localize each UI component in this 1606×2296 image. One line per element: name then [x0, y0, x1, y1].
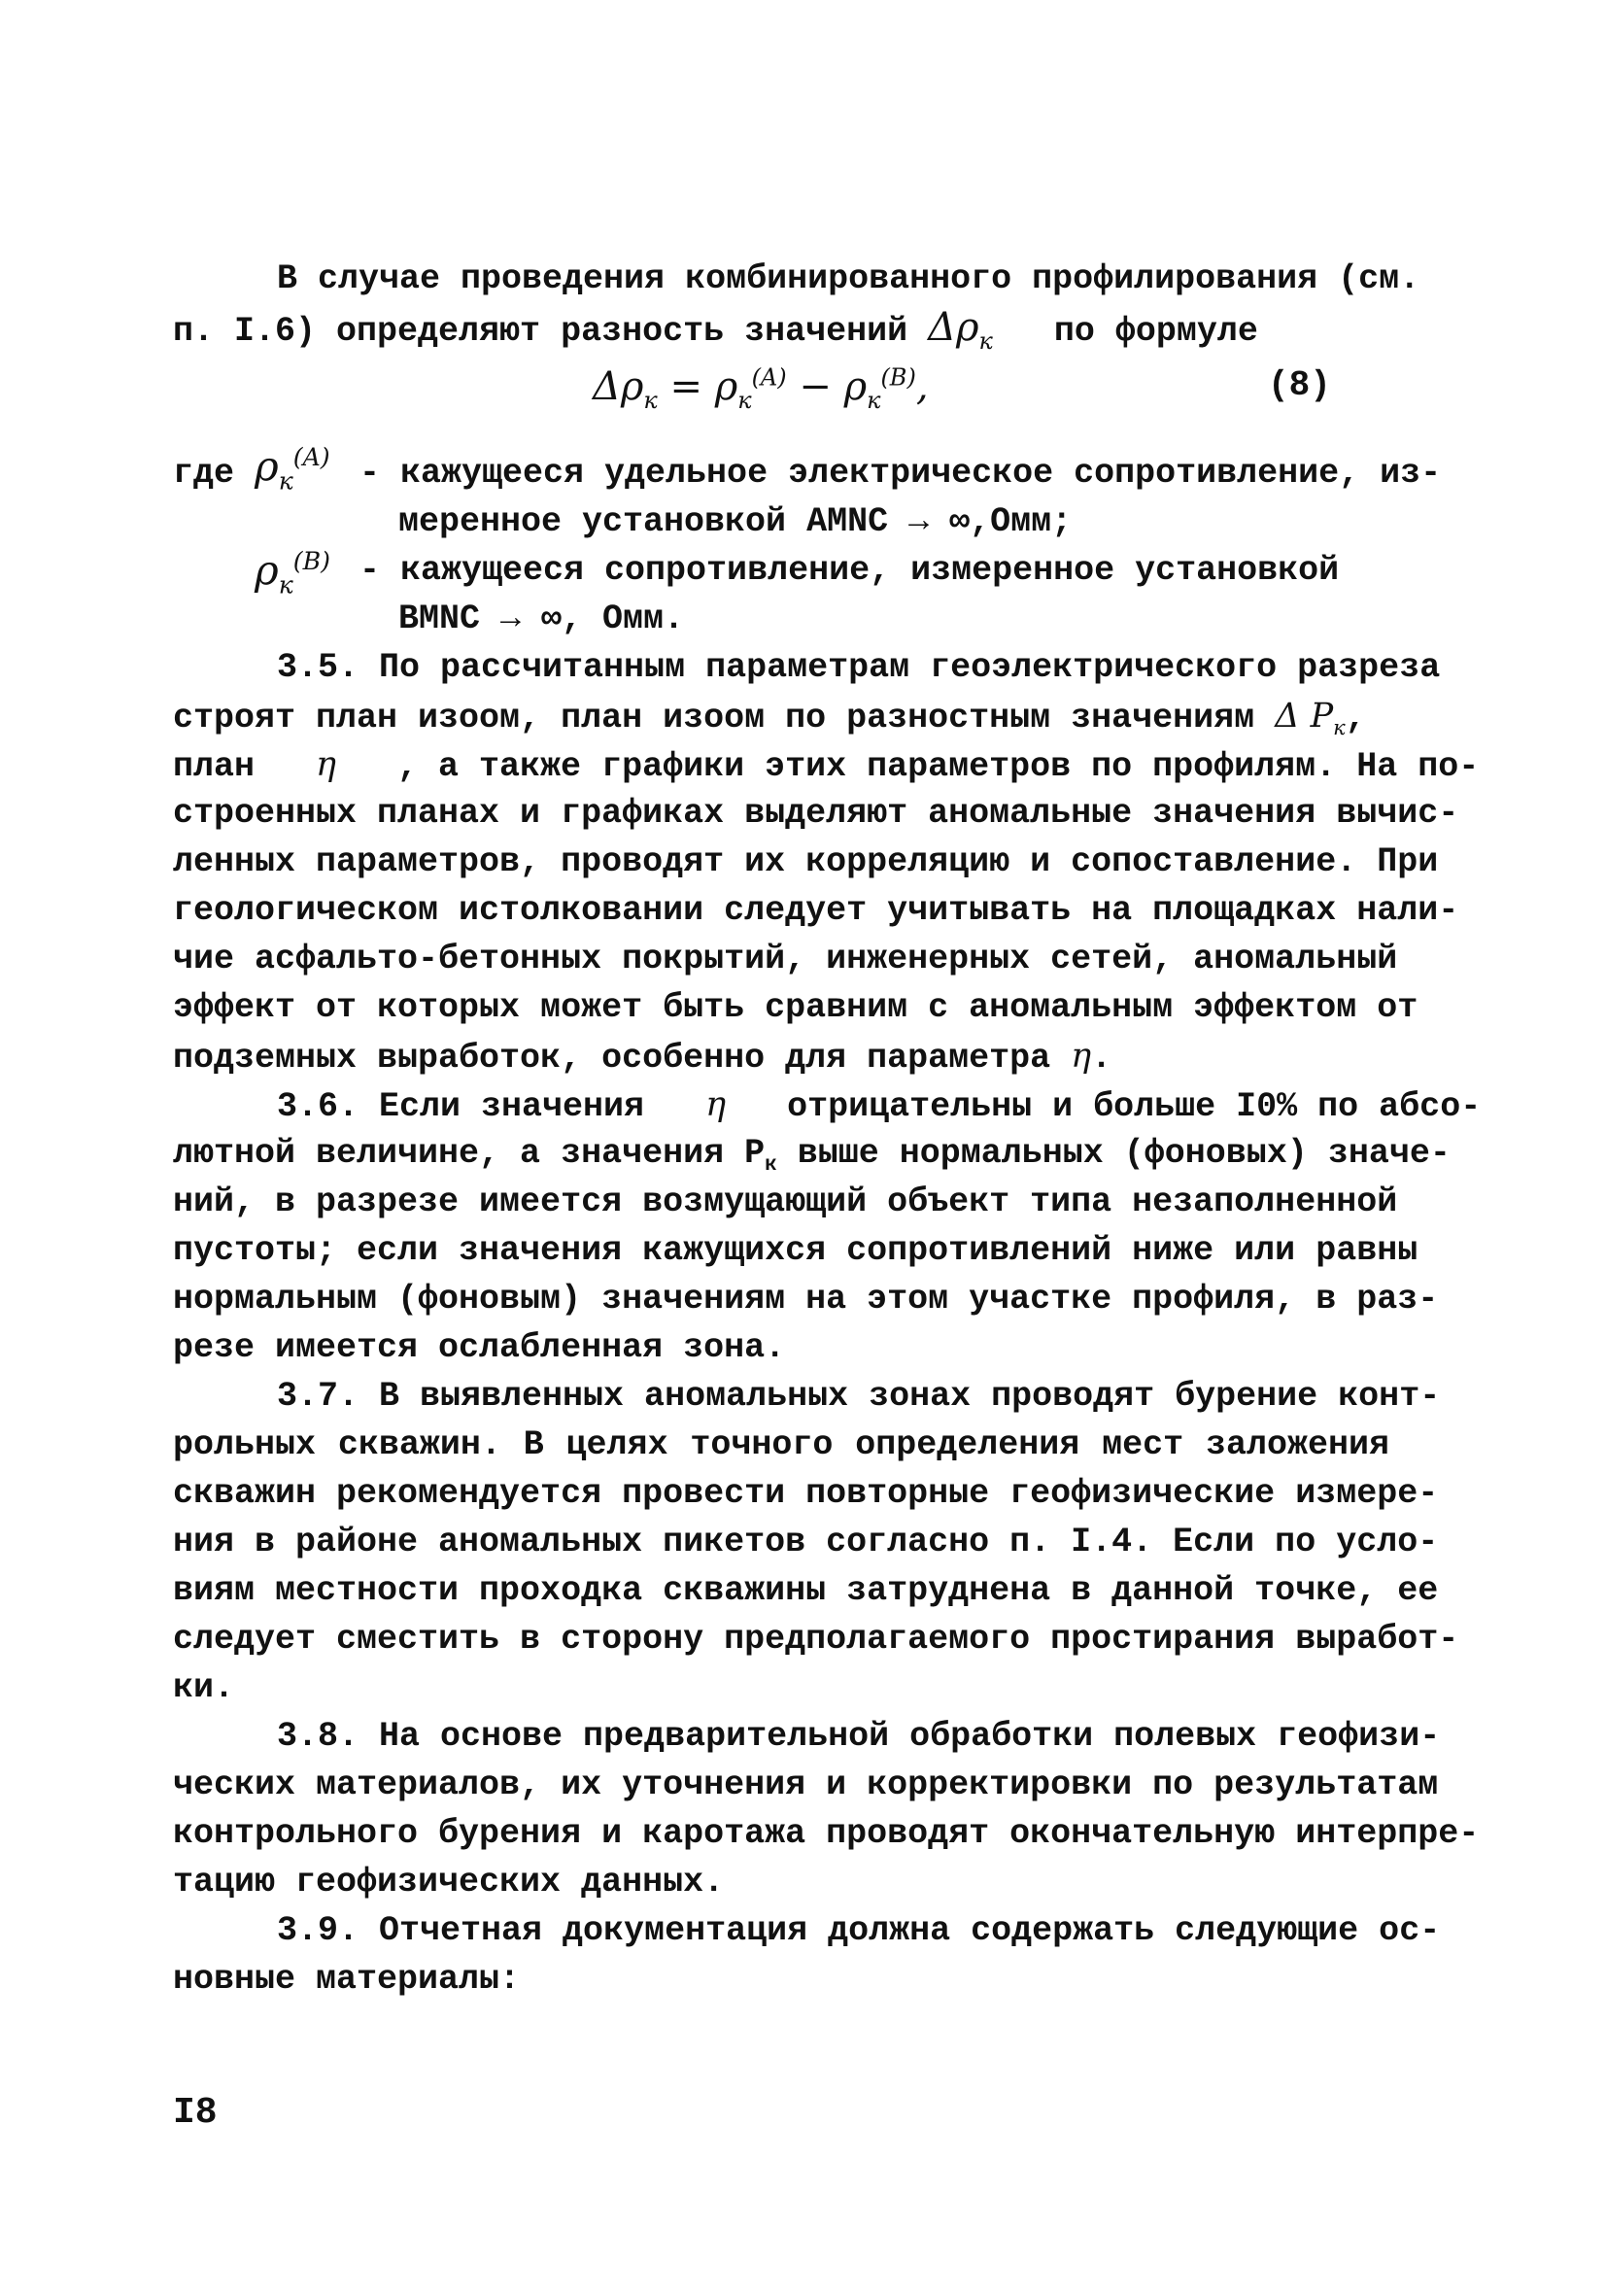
- text-line: [277, 1080, 1482, 1129]
- text-line: [173, 1129, 1451, 1178]
- formula-number: (8): [1268, 365, 1331, 405]
- text-fragment: п. I.6) определяют разность значений: [173, 312, 908, 351]
- rho-glyph: ρ: [255, 546, 279, 594]
- text-line: [173, 740, 1480, 789]
- text-line: строенных планах и графиках выделяют аномальные значения вычис-: [173, 794, 1459, 833]
- formula-term-b-sup: (B): [880, 363, 916, 392]
- text-fragment: подземных выработок, особенно для параметра: [173, 1039, 1051, 1078]
- rho-glyph: ρ: [255, 442, 279, 490]
- text-line: 3.9. Отчетная документация должна содержать следующие ос-: [277, 1911, 1441, 1950]
- text-line: ний, в разрезе имеется возмущающий объект типа незаполненной: [173, 1182, 1398, 1221]
- text-fragment: лютной величине, а значения P: [173, 1134, 766, 1173]
- page-number: I8: [173, 2092, 218, 2134]
- eta-symbol: η: [316, 745, 337, 784]
- text-line: чие асфальто-бетонных покрытий, инженерных сетей, аномальный: [173, 940, 1398, 978]
- text-line: контрольного бурения и каротажа проводят окончательную интерпре-: [173, 1814, 1480, 1853]
- text-line: BMNC → ∞, Омм.: [398, 600, 685, 638]
- formula-lhs-sub: к: [643, 387, 658, 414]
- delta-p-symbol: [1275, 697, 1346, 739]
- text-line: 3.8. На основе предварительной обработки полевых геофизи-: [277, 1717, 1441, 1756]
- eta-symbol: η: [705, 1085, 727, 1124]
- text-line: ния в районе аномальных пикетов согласно п. I.4. Если по усло-: [173, 1523, 1439, 1561]
- text-line: следует сместить в сторону предполагаемого простирания выработ-: [173, 1620, 1459, 1659]
- text-line: нормальным (фоновым) значениям на этом участке профиля, в раз-: [173, 1280, 1439, 1319]
- text-fragment: .: [1091, 1039, 1112, 1078]
- rho-k-a-symbol: [255, 442, 330, 496]
- text-line: ленных параметров, проводят их корреляцию и сопоставление. При: [173, 842, 1439, 881]
- formula-term-b: ρ: [843, 364, 868, 409]
- text-line: тацию геофизических данных.: [173, 1863, 725, 1902]
- text-line: [173, 692, 1389, 740]
- formula-equals: =: [669, 364, 702, 409]
- text-line: рольных скважин. В целях точного определения мест заложения: [173, 1425, 1389, 1464]
- eta-symbol: η: [1071, 1037, 1092, 1076]
- text-line: эффект от которых может быть сравним с аномальным эффектом от: [173, 988, 1418, 1027]
- text-line: [173, 1032, 1389, 1080]
- where-label: где: [173, 454, 235, 493]
- formula-term-b-sub: к: [867, 387, 881, 414]
- rho-sup: (A): [292, 443, 330, 471]
- formula-comma: ,: [915, 364, 929, 409]
- delta-rho-k-symbol: Δρ: [928, 305, 979, 350]
- text-line: В случае проведения комбинированного профилирования (см.: [277, 259, 1420, 298]
- text-line: ки.: [173, 1668, 235, 1707]
- rho-sub: к: [278, 570, 293, 600]
- rho-sub: к: [278, 466, 293, 496]
- text-fragment: 3.6. Если значения: [277, 1087, 645, 1126]
- text-line: меренное установкой AMNC → ∞,Омм;: [398, 502, 1073, 541]
- text-fragment: по формуле: [1053, 312, 1258, 351]
- text-line: новные материалы:: [173, 1960, 521, 1999]
- text-fragment: план: [173, 747, 256, 786]
- text-line: резе имеется ослабленная зона.: [173, 1328, 786, 1367]
- rho-sup: (B): [292, 547, 330, 575]
- text-line: ческих материалов, их уточнения и корректировки по результатам: [173, 1765, 1439, 1804]
- formula-term-a: ρ: [714, 364, 738, 409]
- formula-term-a-sub: к: [737, 387, 752, 414]
- text-line: 3.7. В выявленных аномальных зонах проводят бурение конт-: [277, 1377, 1441, 1416]
- formula-term-a-sup: (A): [751, 363, 787, 392]
- text-fragment: выше нормальных (фоновых) значе-: [797, 1134, 1451, 1173]
- delta-p-glyph: Δ P: [1275, 697, 1334, 736]
- text-line: [173, 303, 1389, 355]
- text-line: геологическом истолковании следует учитывать на площадках нали-: [173, 891, 1459, 930]
- delta-p-sub: к: [1333, 716, 1346, 739]
- text-line: - кажущееся сопротивление, измеренное установкой: [359, 551, 1340, 590]
- formula-lhs: Δρ: [593, 364, 644, 409]
- text-fragment: , а также графики этих параметров по профилям. На по-: [397, 747, 1480, 786]
- text-fragment: строят план изоом, план изоом по разностным значениям: [173, 699, 1255, 737]
- text-line: скважин рекомендуется провести повторные геофизические измере-: [173, 1474, 1439, 1513]
- formula-8: [593, 358, 929, 416]
- text-fragment: ,: [1345, 699, 1366, 737]
- rho-k-b-symbol: [255, 546, 330, 600]
- formula-minus: −: [799, 364, 832, 409]
- text-line: пустоты; если значения кажущихся сопротивлений ниже или равны: [173, 1231, 1418, 1270]
- p-sub: к: [765, 1154, 777, 1177]
- text-line: 3.5. По рассчитанным параметрам геоэлектрического разреза: [277, 648, 1441, 687]
- text-line: виям местности проходка скважины затруднена в данной точке, ее: [173, 1571, 1439, 1610]
- text-fragment: отрицательны и больше I0% по абсо-: [787, 1087, 1482, 1126]
- text-line: - кажущееся удельное электрическое сопротивление, из-: [359, 454, 1442, 493]
- delta-rho-symbol: $\Delta\rho_к$: [928, 305, 993, 355]
